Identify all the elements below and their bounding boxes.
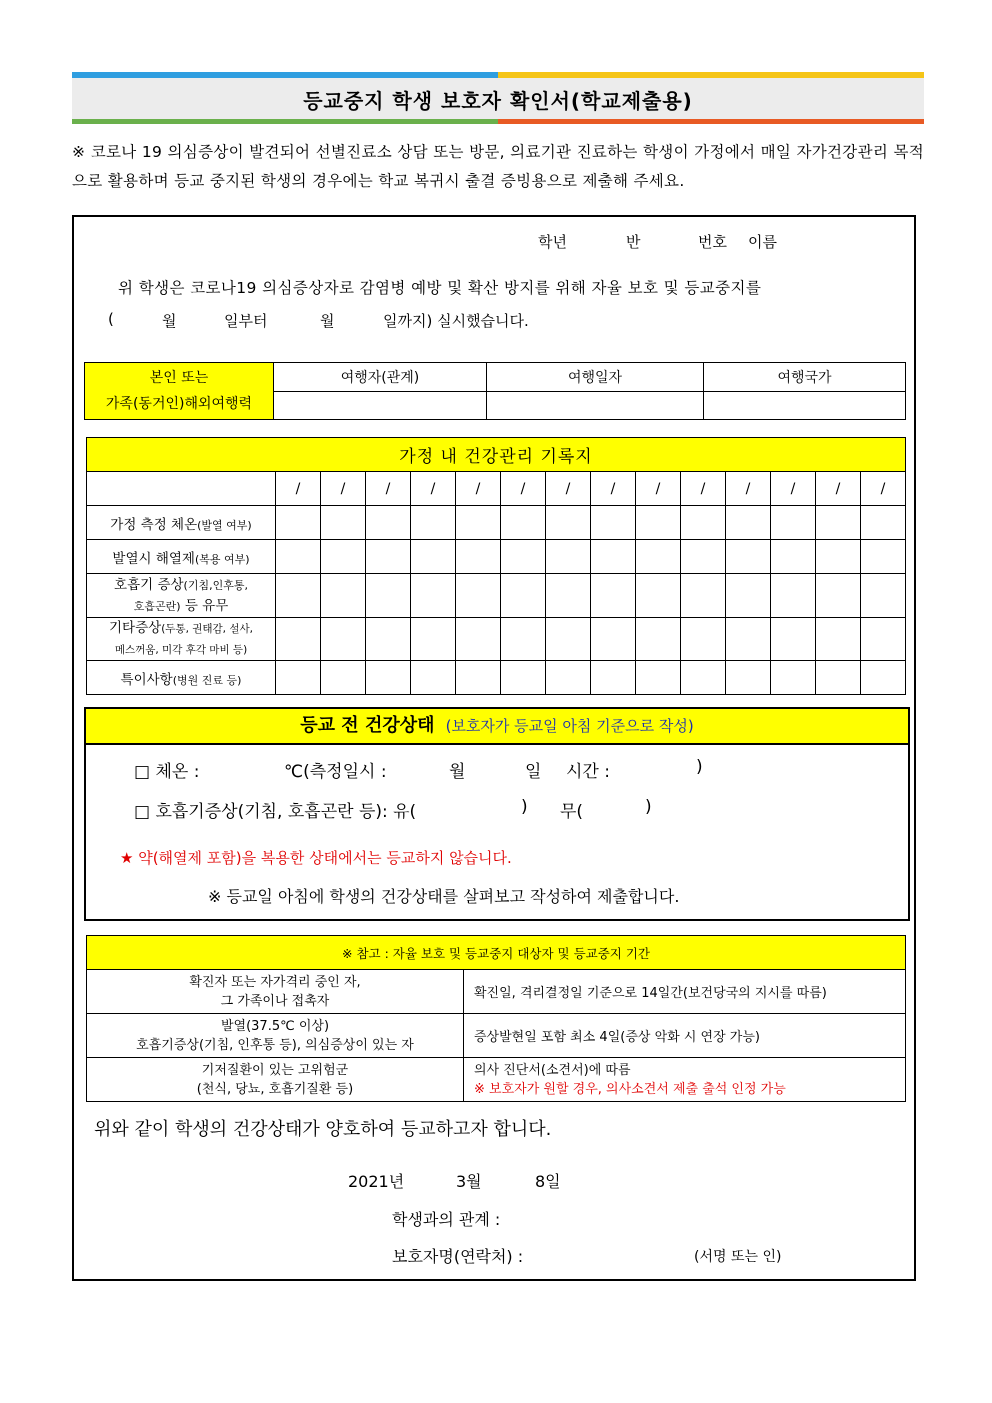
reference-target	[87, 1058, 464, 1102]
record-cell[interactable]	[501, 540, 546, 574]
date-cell[interactable]: /	[861, 472, 906, 506]
table-row	[87, 1014, 906, 1058]
record-cell[interactable]	[456, 540, 501, 574]
table-row	[87, 506, 906, 540]
record-cell[interactable]	[816, 574, 861, 618]
date-cell[interactable]: /	[366, 472, 411, 506]
reference-period	[464, 1014, 906, 1058]
signature-label: (서명 또는 인)	[694, 1249, 782, 1265]
table-row	[87, 618, 906, 661]
record-cell[interactable]	[456, 574, 501, 618]
record-cell[interactable]	[591, 661, 636, 695]
health-log-table	[86, 437, 906, 695]
record-cell[interactable]	[636, 661, 681, 695]
record-cell[interactable]	[816, 661, 861, 695]
record-cell[interactable]	[816, 506, 861, 540]
travel-header-date: 여행일자	[487, 363, 704, 392]
reference-target-line: 호흡기증상(기침, 인후통 등), 의심증상이 있는 자	[136, 1037, 414, 1053]
row-label-small: 메스꺼움, 미각 후각 마비 등)	[114, 644, 248, 656]
date-cell[interactable]: /	[501, 472, 546, 506]
record-cell[interactable]	[636, 574, 681, 618]
record-cell[interactable]	[366, 574, 411, 618]
date-cell[interactable]: /	[816, 472, 861, 506]
reference-title: ※ 참고 : 자율 보호 및 등교중지 대상자 및 등교중지 기간	[87, 936, 906, 970]
respiratory-yes-close: )	[521, 797, 528, 817]
pre-school-subtitle: (보호자가 등교일 아침 기준으로 작성)	[445, 717, 694, 735]
row-label-notes	[87, 661, 276, 695]
temperature-label: □ 체온 :	[134, 762, 200, 782]
record-cell[interactable]	[861, 506, 906, 540]
grade-label: 학년	[538, 233, 567, 251]
record-cell[interactable]	[321, 540, 366, 574]
record-cell[interactable]	[546, 574, 591, 618]
record-cell[interactable]	[366, 540, 411, 574]
table-row	[87, 970, 906, 1014]
pre-school-title: 등교 전 건강상태	[300, 715, 435, 736]
reference-period-line: 의사 진단서(소견서)에 따름	[474, 1062, 631, 1078]
row-label-main: 가정 측정 체온	[110, 516, 198, 533]
medication-warning: ★ 약(해열제 포함)을 복용한 상태에서는 등교하지 않습니다.	[120, 849, 512, 867]
reference-period-line: 확진일, 격리결정일 기준으로 14일간(보건당국의 지시를 따름)	[474, 986, 827, 1001]
date-row-label	[87, 472, 276, 506]
record-cell[interactable]	[771, 540, 816, 574]
row-label-main: 등 유무	[180, 597, 229, 614]
record-cell[interactable]	[366, 618, 411, 661]
record-cell[interactable]	[276, 618, 321, 661]
row-label-main: 기타증상	[109, 620, 162, 636]
record-cell[interactable]	[456, 661, 501, 695]
number-label: 번호	[698, 233, 727, 251]
measure-month: 월	[449, 762, 466, 782]
date-cell[interactable]: /	[456, 472, 501, 506]
record-cell[interactable]	[861, 540, 906, 574]
record-cell[interactable]	[771, 618, 816, 661]
class-label: 반	[626, 233, 641, 251]
record-cell[interactable]	[411, 540, 456, 574]
record-cell[interactable]	[771, 506, 816, 540]
record-cell[interactable]	[861, 574, 906, 618]
date-cell[interactable]: /	[276, 472, 321, 506]
period-open: (	[108, 310, 114, 328]
record-cell[interactable]	[681, 661, 726, 695]
row-label-small: (병원 진료 등)	[172, 673, 242, 687]
record-cell[interactable]	[411, 618, 456, 661]
date-row	[87, 472, 906, 506]
table-row	[87, 574, 906, 618]
travel-label-line2: 가족(동거인)해외여행력	[105, 396, 253, 412]
reference-period	[464, 1058, 906, 1102]
statement-text: 위 학생은 코로나19 의심증상자로 감염병 예방 및 확산 방지를 위해 자율 보호 및 등교중지를	[118, 279, 762, 297]
travel-country-field[interactable]	[704, 391, 906, 420]
closing-day: 8일	[535, 1172, 561, 1191]
row-label-small: 호흡곤란)	[133, 599, 181, 613]
record-cell[interactable]	[636, 540, 681, 574]
reference-target-line: 기저질환이 있는 고위험군	[201, 1062, 349, 1078]
period-month-start: 월	[162, 312, 177, 330]
closing-statement: 위와 같이 학생의 건강상태가 양호하여 등교하고자 합니다.	[94, 1119, 552, 1140]
record-cell[interactable]	[591, 540, 636, 574]
name-label: 이름	[748, 233, 777, 251]
respiratory-label: □ 호흡기증상(기침, 호흡곤란 등): 유(	[134, 802, 417, 822]
page-title: 등교중지 학생 보호자 확인서(학교제출용)	[303, 89, 693, 113]
row-label-antipyretic	[87, 540, 276, 574]
travel-label-line1: 본인 또는	[149, 370, 209, 386]
reference-period-note: ※ 보호자가 원할 경우, 의사소견서 제출 출석 인정 가능	[474, 1081, 786, 1097]
record-cell[interactable]	[501, 574, 546, 618]
row-label-main: 호흡기 증상	[114, 576, 184, 593]
record-cell[interactable]	[411, 661, 456, 695]
row-label-small: (두통, 권태감, 설사,	[161, 623, 253, 635]
record-cell[interactable]	[276, 506, 321, 540]
guardian-label: 보호자명(연락처) :	[392, 1247, 524, 1266]
row-label-temperature	[87, 506, 276, 540]
record-cell[interactable]	[276, 540, 321, 574]
record-cell[interactable]	[861, 618, 906, 661]
row-label-small: (복용 여부)	[194, 552, 250, 566]
closing-year: 2021년	[348, 1172, 405, 1191]
title-bar	[72, 72, 924, 124]
record-cell[interactable]	[726, 661, 771, 695]
record-cell[interactable]	[546, 540, 591, 574]
reference-target-line: 확진자 또는 자가격리 중인 자,	[189, 974, 361, 990]
record-cell[interactable]	[636, 618, 681, 661]
health-log-title: 가정 내 건강관리 기록지	[87, 438, 906, 472]
record-cell[interactable]	[861, 661, 906, 695]
date-cell[interactable]: /	[321, 472, 366, 506]
reference-period-line: 증상발현일 포함 최소 4일(증상 악화 시 연장 가능)	[474, 1030, 760, 1045]
record-cell[interactable]	[366, 506, 411, 540]
reference-target	[87, 1014, 464, 1058]
travel-traveler-field[interactable]	[274, 391, 487, 420]
record-cell[interactable]	[501, 661, 546, 695]
table-row	[87, 1058, 906, 1102]
measure-time: 시간 :	[566, 762, 610, 782]
record-cell[interactable]	[411, 506, 456, 540]
title-bar-accent	[498, 72, 924, 78]
record-cell[interactable]	[501, 618, 546, 661]
date-cell[interactable]: /	[591, 472, 636, 506]
record-cell[interactable]	[771, 661, 816, 695]
reference-target-line: 그 가족이나 접촉자	[220, 993, 330, 1009]
record-cell[interactable]	[321, 661, 366, 695]
record-cell[interactable]	[411, 574, 456, 618]
record-cell[interactable]	[321, 506, 366, 540]
record-cell[interactable]	[726, 618, 771, 661]
date-cell[interactable]: /	[411, 472, 456, 506]
respiratory-no-close: )	[645, 797, 652, 817]
record-cell[interactable]	[726, 540, 771, 574]
travel-table	[84, 362, 906, 420]
record-cell[interactable]	[591, 618, 636, 661]
title-bar-accent	[72, 119, 498, 124]
row-label-small: (기침,인후통,	[183, 578, 248, 592]
date-cell[interactable]: /	[636, 472, 681, 506]
record-cell[interactable]	[501, 506, 546, 540]
row-label-main: 특이사항	[120, 671, 173, 688]
record-cell[interactable]	[726, 574, 771, 618]
date-cell[interactable]: /	[546, 472, 591, 506]
pre-school-header	[86, 709, 908, 745]
record-cell[interactable]	[681, 540, 726, 574]
closing-month: 3월	[456, 1172, 482, 1191]
record-cell[interactable]	[456, 506, 501, 540]
travel-header-traveler: 여행자(관계)	[274, 363, 487, 392]
record-cell[interactable]	[456, 618, 501, 661]
record-cell[interactable]	[771, 574, 816, 618]
record-cell[interactable]	[546, 661, 591, 695]
intro-notice: ※ 코로나 19 의심증상이 발견되어 선별진료소 상담 또는 방문, 의료기관 진료하는 학생이 가정에서 매일 자가건강관리 목적으로 활용하며 등교 중지된 학생의 경우에는 학교 복귀시 출결 증빙용으로 제출해 주세요.	[72, 143, 924, 190]
relation-label: 학생과의 관계 :	[392, 1210, 501, 1229]
title-bar-accent	[72, 72, 498, 78]
row-label-other-symptoms	[87, 618, 276, 661]
record-cell[interactable]	[681, 506, 726, 540]
record-cell[interactable]	[366, 661, 411, 695]
record-cell[interactable]	[276, 574, 321, 618]
date-cell[interactable]: /	[681, 472, 726, 506]
period-to: 일까지) 실시했습니다.	[383, 312, 529, 330]
reference-table	[86, 935, 906, 1102]
date-cell[interactable]: /	[726, 472, 771, 506]
measure-day: 일	[525, 762, 542, 782]
record-cell[interactable]	[636, 506, 681, 540]
record-cell[interactable]	[681, 618, 726, 661]
record-cell[interactable]	[546, 618, 591, 661]
travel-date-field[interactable]	[487, 391, 704, 420]
measure-close: )	[696, 757, 703, 777]
title-bar-accent	[498, 119, 924, 124]
travel-header-country: 여행국가	[704, 363, 906, 392]
submission-note: ※ 등교일 아침에 학생의 건강상태를 살펴보고 작성하여 제출합니다.	[208, 887, 680, 906]
temperature-unit: ℃(측정일시 :	[284, 762, 387, 782]
reference-period	[464, 970, 906, 1014]
table-row	[87, 540, 906, 574]
row-label-respiratory	[87, 574, 276, 618]
table-row	[87, 661, 906, 695]
reference-target-line: 발열(37.5℃ 이상)	[220, 1018, 330, 1034]
record-cell[interactable]	[726, 506, 771, 540]
period-from: 일부터	[224, 312, 268, 330]
record-cell[interactable]	[816, 540, 861, 574]
record-cell[interactable]	[546, 506, 591, 540]
record-cell[interactable]	[276, 661, 321, 695]
reference-target-line: (천식, 당뇨, 호흡기질환 등)	[196, 1081, 354, 1097]
record-cell[interactable]	[681, 574, 726, 618]
respiratory-no: 무(	[560, 802, 584, 822]
record-cell[interactable]	[591, 506, 636, 540]
travel-label-cell	[85, 363, 274, 420]
date-cell[interactable]: /	[771, 472, 816, 506]
record-cell[interactable]	[321, 618, 366, 661]
row-label-main: 발열시 해열제	[112, 550, 195, 567]
row-label-small: (발열 여부)	[197, 518, 252, 532]
record-cell[interactable]	[591, 574, 636, 618]
record-cell[interactable]	[816, 618, 861, 661]
reference-target	[87, 970, 464, 1014]
record-cell[interactable]	[321, 574, 366, 618]
period-month-end: 월	[320, 312, 335, 330]
